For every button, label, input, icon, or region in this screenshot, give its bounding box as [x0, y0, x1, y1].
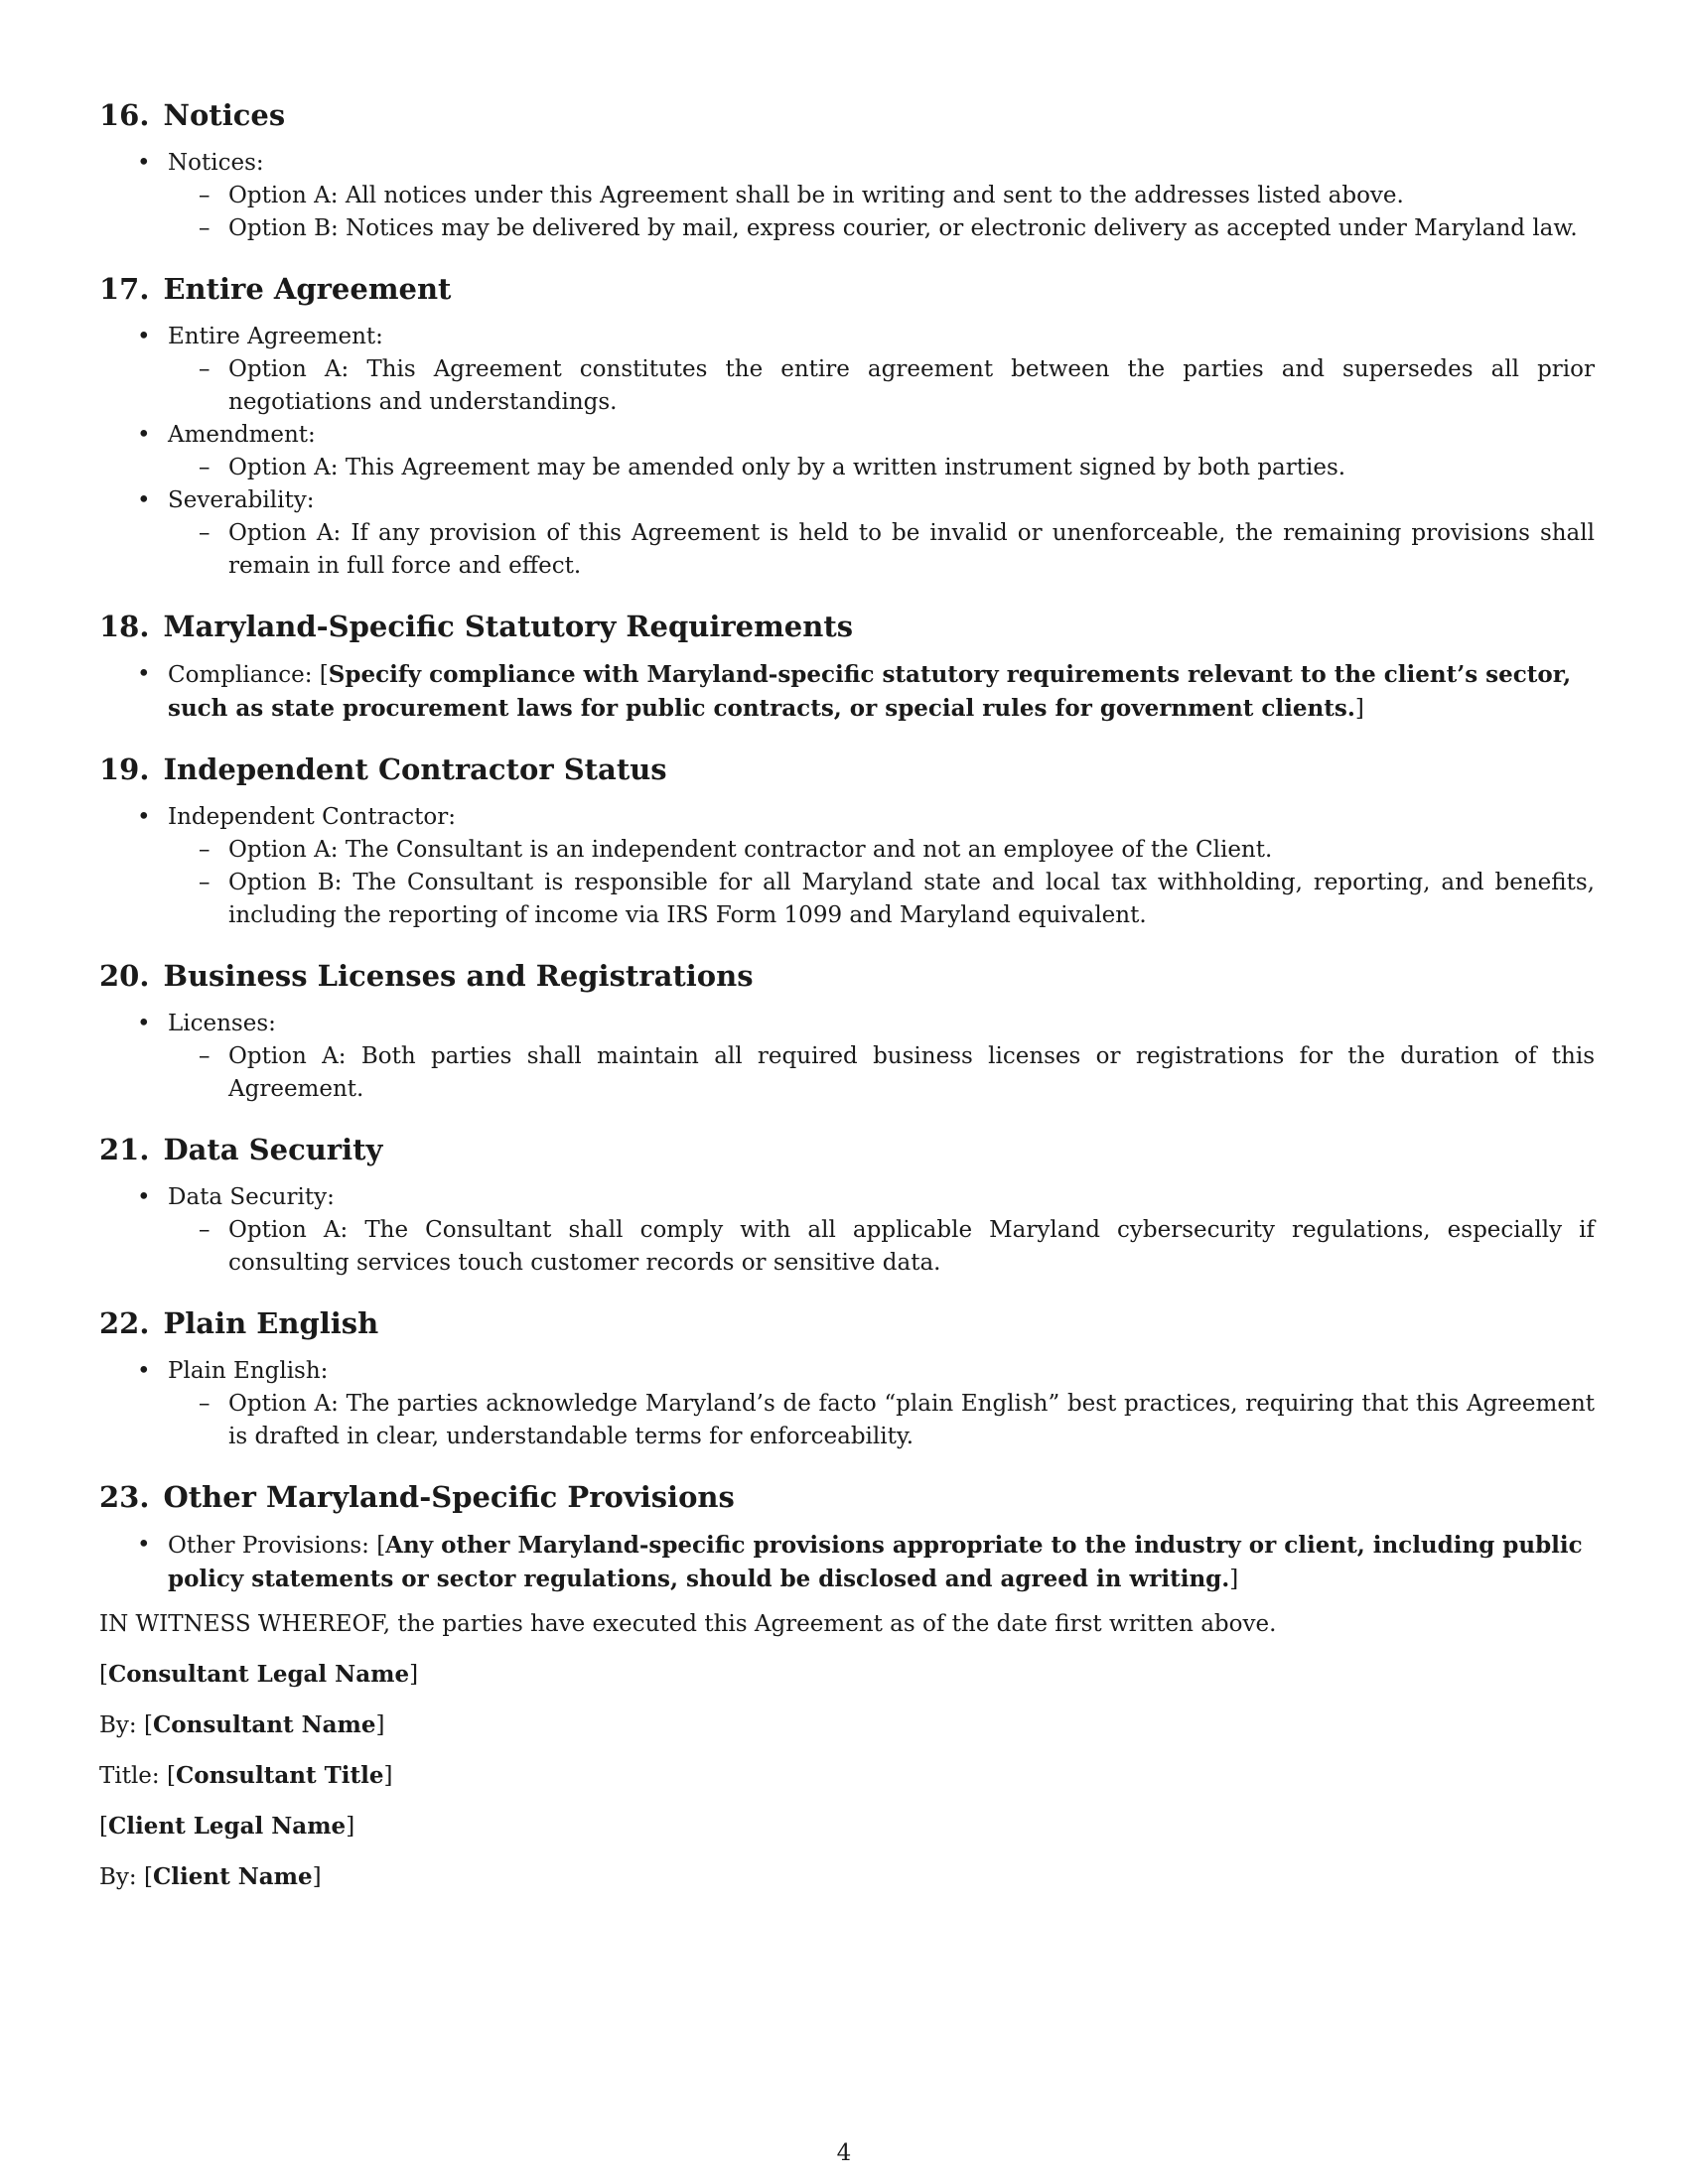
item-list: [99, 1008, 1595, 1106]
item-list: [99, 321, 1595, 583]
section-18: [99, 607, 1595, 726]
bullet-icon: •: [137, 1532, 151, 1558]
list-item: [99, 1181, 1595, 1280]
option-item: [99, 353, 1595, 419]
list-item: [99, 321, 1595, 419]
option-item: [99, 212, 1595, 245]
client-legal-name: Client Legal Name: [107, 1813, 347, 1840]
section-heading: [99, 95, 1595, 135]
option-text: Option B: Notices may be delivered by mail, express courier, or electronic delivery as accepted under Maryland law.: [228, 215, 1578, 241]
option-list: [168, 834, 1595, 932]
item-list: [99, 147, 1595, 245]
list-item: [99, 419, 1595, 484]
consultant-legal-name: Consultant Legal Name: [107, 1661, 410, 1688]
bullet-icon: •: [137, 487, 151, 513]
option-text: Option A: All notices under this Agreement shall be in writing and sent to the addresses listed above.: [228, 183, 1404, 208]
consultant-by-line: [99, 1708, 1595, 1742]
item-label: Data Security:: [168, 1184, 335, 1210]
item-list: [99, 1181, 1595, 1280]
section-number: 20.: [99, 959, 150, 993]
open-bracket: [: [166, 1763, 176, 1789]
list-item: [99, 1355, 1595, 1453]
item-label: Compliance:: [168, 662, 313, 688]
option-text: Option B: The Consultant is responsible for all Maryland state and local tax withholding, reporting, and benefits, including the reporting of income via IRS Form 1099 and Maryland equivalent.: [228, 870, 1595, 928]
dash-icon: –: [199, 837, 211, 863]
close-bracket: ]: [1229, 1567, 1239, 1592]
section-title: Entire Agreement: [163, 272, 452, 306]
dash-icon: –: [199, 356, 211, 382]
option-item: [99, 180, 1595, 212]
list-item: [99, 801, 1595, 932]
option-text: Option A: Both parties shall maintain all required business licenses or registrations for the duration of this Agreement.: [228, 1043, 1595, 1102]
witness-statement: IN WITNESS WHEREOF, the parties have executed this Agreement as of the date first written above.: [99, 1611, 1277, 1637]
option-list: [168, 353, 1595, 419]
open-bracket: [: [319, 662, 329, 688]
bullet-icon: •: [137, 1358, 151, 1384]
consultant-title: Consultant Title: [175, 1762, 384, 1789]
section-heading: [99, 750, 1595, 789]
close-bracket: ]: [312, 1864, 322, 1890]
option-list: [168, 1388, 1595, 1453]
bullet-icon: •: [137, 422, 151, 448]
option-list: [168, 452, 1595, 484]
item-label: Severability:: [168, 487, 315, 513]
list-item: [99, 147, 1595, 245]
consultant-name: Consultant Name: [152, 1711, 376, 1738]
item-list: [99, 658, 1595, 726]
open-bracket: [: [376, 1533, 386, 1559]
list-item: [99, 484, 1595, 583]
bullet-icon: •: [137, 150, 151, 176]
close-bracket: ]: [409, 1662, 419, 1688]
item-label: Other Provisions:: [168, 1533, 369, 1559]
close-bracket: ]: [346, 1814, 355, 1840]
document-body: [99, 95, 1595, 1911]
item-label: Licenses:: [168, 1011, 276, 1036]
page-number: 4: [836, 2140, 852, 2166]
dash-icon: –: [199, 1391, 211, 1417]
client-by-line: [99, 1860, 1595, 1894]
client-name: Client Name: [152, 1863, 313, 1890]
section-20: [99, 956, 1595, 1106]
item-label: Notices:: [168, 150, 264, 176]
section-heading: [99, 956, 1595, 996]
option-list: [168, 1214, 1595, 1280]
section-16: [99, 95, 1595, 245]
item-list: [99, 1529, 1595, 1596]
option-text: Option A: This Agreement constitutes the entire agreement between the parties and supersedes all prior negotiations and understandings.: [228, 356, 1595, 415]
dash-icon: –: [199, 183, 211, 208]
title-label: Title:: [99, 1763, 160, 1789]
option-text: Option A: The parties acknowledge Maryland’s de facto “plain English” best practices, requiring that this Agreement is drafted in clear, understandable terms for enforceability.: [228, 1391, 1595, 1449]
section-title: Notices: [163, 98, 286, 132]
section-number: 19.: [99, 752, 150, 786]
section-23: [99, 1477, 1595, 1596]
list-item: [99, 658, 1595, 726]
placeholder-text: Specify compliance with Maryland-specific statutory requirements relevant to the client’s sector, such as state procurement laws for public contracts, or special rules for government clients.: [168, 661, 1572, 722]
bullet-icon: •: [137, 1011, 151, 1036]
placeholder-text: Any other Maryland-specific provisions appropriate to the industry or client, including public policy statements or sector regulations, should be disclosed and agreed in writing.: [168, 1532, 1583, 1592]
section-number: 16.: [99, 98, 150, 132]
section-number: 21.: [99, 1133, 150, 1166]
option-list: [168, 1040, 1595, 1106]
list-item: [99, 1008, 1595, 1106]
option-item: [99, 517, 1595, 583]
section-title: Business Licenses and Registrations: [163, 959, 754, 993]
option-item: [99, 867, 1595, 932]
option-text: Option A: The Consultant is an independent contractor and not an employee of the Client.: [228, 837, 1273, 863]
section-title: Maryland-Specific Statutory Requirements: [163, 610, 854, 643]
list-item: [99, 1529, 1595, 1596]
section-heading: [99, 1477, 1595, 1517]
section-21: [99, 1130, 1595, 1280]
section-title: Plain English: [163, 1306, 379, 1340]
section-heading: [99, 607, 1595, 646]
bullet-icon: •: [137, 804, 151, 830]
dash-icon: –: [199, 1217, 211, 1243]
bullet-icon: •: [137, 1184, 151, 1210]
option-list: [168, 517, 1595, 583]
option-text: Option A: The Consultant shall comply with all applicable Maryland cybersecurity regulations, especially if consulting services touch customer records or sensitive data.: [228, 1217, 1595, 1276]
open-bracket: [: [99, 1814, 108, 1840]
by-label: By:: [99, 1864, 137, 1890]
client-legal-name-line: [99, 1810, 1595, 1843]
dash-icon: –: [199, 520, 211, 546]
by-label: By:: [99, 1712, 137, 1738]
dash-icon: –: [199, 455, 211, 480]
dash-icon: –: [199, 215, 211, 241]
option-item: [99, 1214, 1595, 1280]
item-label: Plain English:: [168, 1358, 329, 1384]
close-bracket: ]: [375, 1712, 385, 1738]
section-title: Data Security: [163, 1133, 383, 1166]
consultant-title-line: [99, 1759, 1595, 1793]
open-bracket: [: [99, 1662, 108, 1688]
section-title: Independent Contractor Status: [163, 752, 667, 786]
section-number: 23.: [99, 1480, 150, 1514]
option-text: Option A: This Agreement may be amended only by a written instrument signed by both parties.: [228, 455, 1346, 480]
section-number: 18.: [99, 610, 150, 643]
bullet-icon: •: [137, 324, 151, 349]
section-heading: [99, 1130, 1595, 1169]
open-bracket: [: [143, 1712, 153, 1738]
section-heading: [99, 1303, 1595, 1343]
item-list: [99, 801, 1595, 932]
option-text: Option A: If any provision of this Agreement is held to be invalid or unenforceable, the remaining provisions shall remain in full force and effect.: [228, 520, 1595, 579]
section-heading: [99, 269, 1595, 309]
bullet-icon: •: [137, 661, 151, 687]
section-title: Other Maryland-Specific Provisions: [163, 1480, 735, 1514]
close-bracket: ]: [383, 1763, 393, 1789]
section-19: [99, 750, 1595, 932]
option-item: [99, 834, 1595, 867]
option-item: [99, 452, 1595, 484]
section-17: [99, 269, 1595, 583]
option-item: [99, 1040, 1595, 1106]
item-label: Amendment:: [168, 422, 316, 448]
item-list: [99, 1355, 1595, 1453]
item-label: Entire Agreement:: [168, 324, 383, 349]
item-label: Independent Contractor:: [168, 804, 457, 830]
close-bracket: ]: [1354, 696, 1364, 722]
section-number: 22.: [99, 1306, 150, 1340]
consultant-legal-name-line: [99, 1658, 1595, 1692]
dash-icon: –: [199, 1043, 211, 1069]
dash-icon: –: [199, 870, 211, 895]
section-number: 17.: [99, 272, 150, 306]
option-list: [168, 180, 1595, 245]
section-22: [99, 1303, 1595, 1453]
open-bracket: [: [143, 1864, 153, 1890]
option-item: [99, 1388, 1595, 1453]
